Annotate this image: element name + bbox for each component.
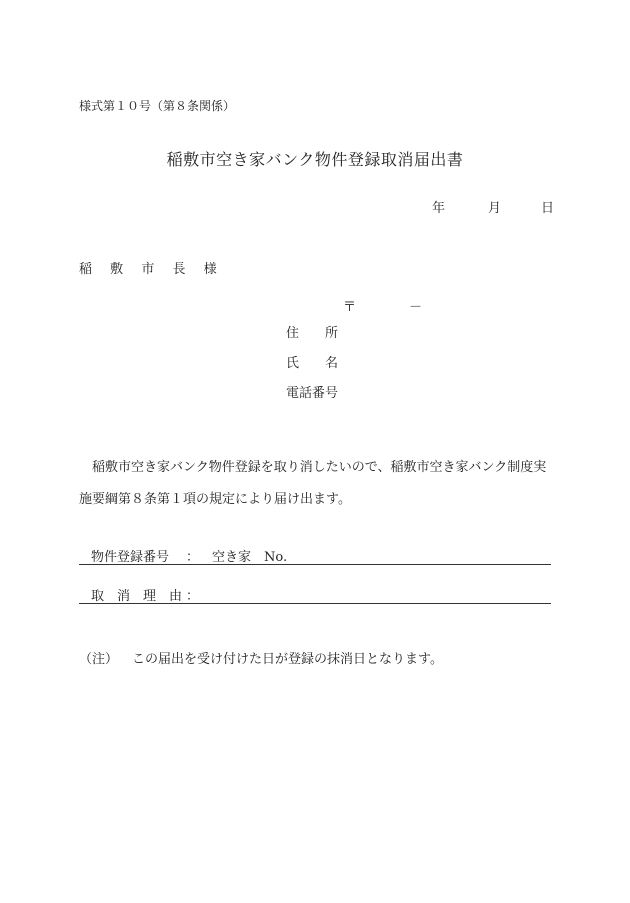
document-title: 稲敷市空き家バンク物件登録取消届出書 bbox=[166, 150, 464, 169]
cancel-reason-colon: ： bbox=[186, 589, 200, 604]
note-head: （注） bbox=[79, 652, 119, 667]
addressee bbox=[79, 258, 231, 277]
property-number-value: 空き家 No. bbox=[212, 550, 288, 565]
addressee-char: 稲 bbox=[79, 262, 93, 277]
date-day-label: 日 bbox=[541, 201, 555, 216]
cancel-reason-label: 取 消 理 由 bbox=[91, 589, 183, 604]
address-label: 住 所 bbox=[286, 326, 339, 341]
date-month-label: 月 bbox=[488, 201, 502, 216]
postal-code-mark: 〒 bbox=[343, 300, 357, 315]
postal-code-dash: － bbox=[409, 300, 423, 315]
name-label: 氏 名 bbox=[286, 356, 339, 371]
date-year-label: 年 bbox=[432, 201, 446, 216]
addressee-char: 様 bbox=[203, 262, 217, 277]
addressee-char: 長 bbox=[172, 262, 186, 277]
property-number-colon: ： bbox=[186, 550, 200, 565]
note-text: この届出を受け付けた日が登録の抹消日となります。 bbox=[132, 652, 443, 667]
body-text: 稲敷市空き家バンク物件登録を取り消したいので、稲敷市空き家バンク制度実施要綱第８条第１項の規定により届け出ます。 bbox=[79, 460, 547, 507]
cancel-reason-row bbox=[79, 585, 551, 604]
form-number: 様式第１０号（第８条関係） bbox=[79, 99, 236, 113]
property-number-row bbox=[79, 546, 551, 565]
phone-label: 電話番号 bbox=[286, 386, 339, 401]
addressee-char: 敷 bbox=[110, 262, 124, 277]
property-number-label: 物件登録番号 bbox=[91, 550, 170, 565]
addressee-char: 市 bbox=[141, 262, 155, 277]
